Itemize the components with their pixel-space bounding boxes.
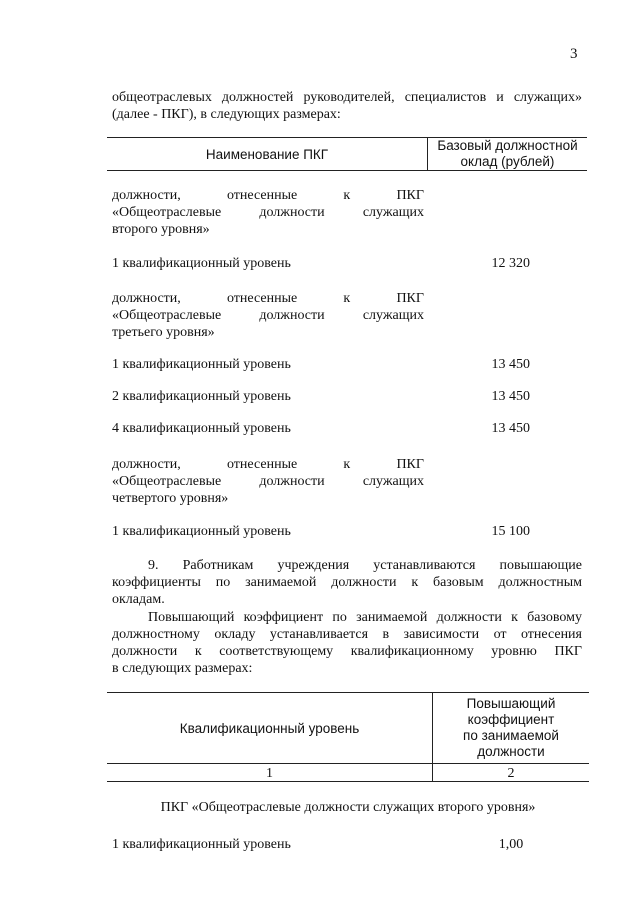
para9-line-2: коэффициенты по занимаемой должности к базовым должностным bbox=[112, 575, 582, 590]
table1-row-value: 13 450 bbox=[491, 389, 530, 404]
intro-line-2: (далее - ПКГ), в следующих размерах: bbox=[112, 107, 341, 122]
table1-header-bottom-rule bbox=[107, 170, 587, 171]
table2-header-level: Квалификационный уровень bbox=[179, 721, 360, 736]
page-number: 3 bbox=[570, 46, 578, 62]
group2-title-line-1: должности, отнесенные к ПКГ bbox=[112, 291, 424, 306]
table1-row-level: 1 квалификационный уровень bbox=[112, 524, 291, 539]
para9-line-1: 9. Работникам учреждения устанавливаются повышающие bbox=[148, 558, 582, 573]
table1-row-value: 12 320 bbox=[491, 256, 530, 271]
table1-row-level: 1 квалификационный уровень bbox=[112, 357, 291, 372]
group3-title-line-1: должности, отнесенные к ПКГ bbox=[112, 457, 424, 472]
table1-row-level: 2 квалификационный уровень bbox=[112, 389, 291, 404]
group1-title-line-2: «Общеотраслевые должности служащих bbox=[112, 205, 424, 220]
table2-header-bottom-rule bbox=[107, 763, 589, 764]
intro-line-1: общеотраслевых должностей руководителей, специалистов и служащих» bbox=[112, 90, 582, 105]
table1-header-name: Наименование ПКГ bbox=[205, 147, 329, 162]
group3-title-line-2: «Общеотраслевые должности служащих bbox=[112, 474, 424, 489]
group1-title-line-3: второго уровня» bbox=[112, 222, 210, 237]
table1-row-value: 13 450 bbox=[491, 357, 530, 372]
table2-group-title: ПКГ «Общеотраслевые должности служащих второго уровня» bbox=[160, 800, 536, 815]
table2-row-level: 1 квалификационный уровень bbox=[112, 837, 291, 852]
table1-row-level: 4 квалификационный уровень bbox=[112, 421, 291, 436]
group3-title-line-3: четвертого уровня» bbox=[112, 491, 229, 506]
group2-title-line-2: «Общеотраслевые должности служащих bbox=[112, 308, 424, 323]
table2-col-number-1: 1 bbox=[266, 766, 273, 781]
table2-top-rule bbox=[107, 692, 589, 693]
group2-title-line-3: третьего уровня» bbox=[112, 325, 215, 340]
para-coef-line-4: в следующих размерах: bbox=[112, 661, 253, 676]
table1-header-salary: Базовый должностной оклад (рублей) bbox=[437, 138, 578, 169]
para-coef-line-2: должностному окладу устанавливается в зависимости от отнесения bbox=[112, 627, 582, 642]
table1-row-level: 1 квалификационный уровень bbox=[112, 256, 291, 271]
table1-row-value: 15 100 bbox=[491, 524, 530, 539]
para-coef-line-1: Повышающий коэффициент по занимаемой должности к базовому bbox=[148, 610, 582, 625]
table2-row-value: 1,00 bbox=[498, 837, 524, 852]
table2-header-coef: Повышающий коэффициент по занимаемой должности bbox=[463, 696, 559, 759]
para-coef-line-3: должности к соответствующему квалификационному уровню ПКГ bbox=[112, 644, 582, 659]
table2-col-number-2: 2 bbox=[507, 766, 515, 781]
table1-row-value: 13 450 bbox=[491, 421, 530, 436]
group1-title-line-1: должности, отнесенные к ПКГ bbox=[112, 188, 424, 203]
para9-line-3: окладам. bbox=[112, 592, 165, 607]
